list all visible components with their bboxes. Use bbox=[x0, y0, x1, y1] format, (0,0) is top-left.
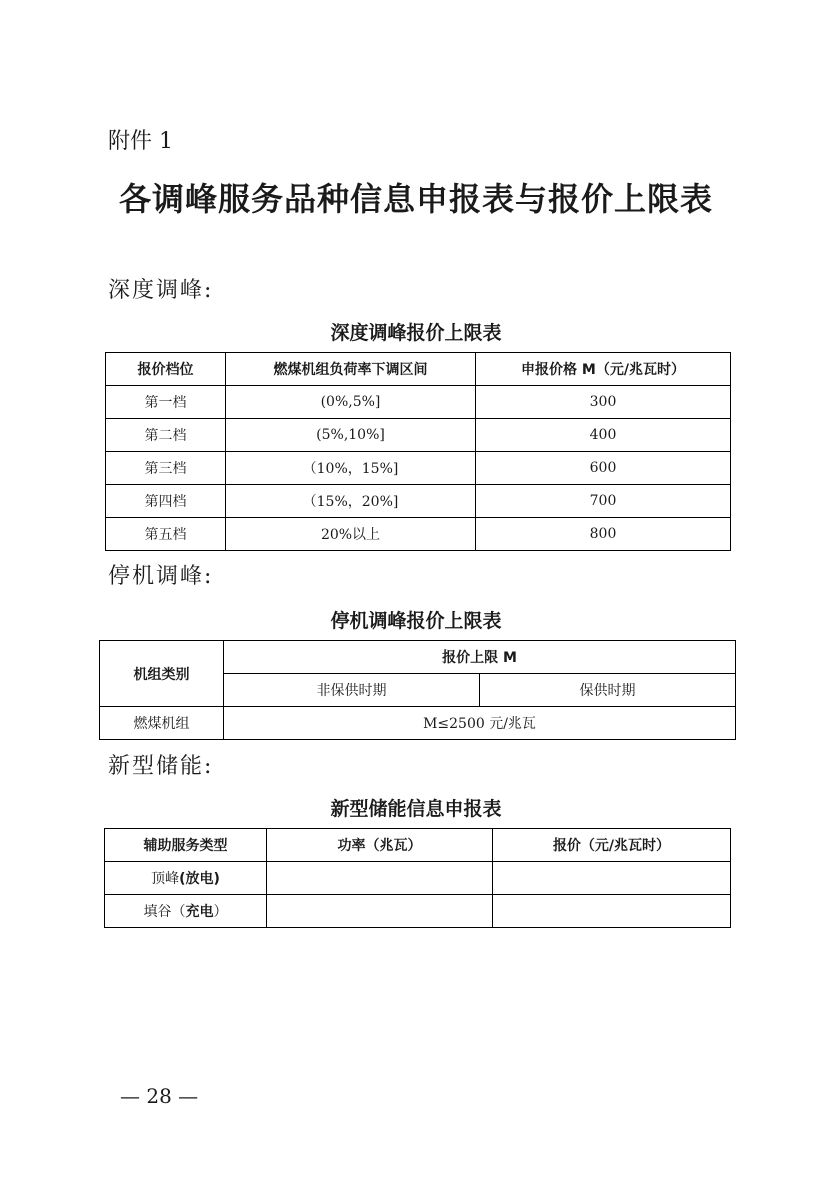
row-label-bold: (放电) bbox=[179, 871, 220, 887]
row-label-suffix: ） bbox=[213, 904, 228, 920]
table-row bbox=[105, 895, 731, 928]
table-cell bbox=[105, 862, 267, 895]
page-title: 各调峰服务品种信息申报表与报价上限表 bbox=[118, 180, 713, 218]
header-cell: 功率（兆瓦） bbox=[267, 829, 493, 862]
table-header-row bbox=[106, 353, 731, 386]
subheader-cell: 非保供时期 bbox=[224, 674, 480, 707]
storage-table bbox=[104, 828, 731, 928]
table-cell: 600 bbox=[476, 452, 731, 485]
shutdown-table bbox=[99, 640, 736, 740]
header-cell: 燃煤机组负荷率下调区间 bbox=[226, 353, 476, 386]
storage-table-title: 新型储能信息申报表 bbox=[330, 798, 502, 820]
section-storage-label: 新型储能: bbox=[108, 754, 214, 779]
subheader-cell: 保供时期 bbox=[480, 674, 736, 707]
table-header-row bbox=[105, 829, 731, 862]
table-cell: 第五档 bbox=[106, 518, 226, 551]
row-label-prefix: 填谷（ bbox=[143, 904, 186, 920]
table-cell: 第四档 bbox=[106, 485, 226, 518]
header-cell-price: 报价上限 M bbox=[224, 641, 736, 674]
table-cell: 燃煤机组 bbox=[100, 707, 224, 740]
table-cell: 800 bbox=[476, 518, 731, 551]
table-row bbox=[106, 485, 731, 518]
header-cell: 报价（元/兆瓦时） bbox=[493, 829, 731, 862]
table-cell: 400 bbox=[476, 419, 731, 452]
table-header-row bbox=[100, 641, 736, 674]
table-cell-empty bbox=[267, 862, 493, 895]
table-cell-empty bbox=[493, 862, 731, 895]
table-cell: （10%，15%] bbox=[226, 452, 476, 485]
table-cell: (0%,5%] bbox=[226, 386, 476, 419]
table-cell-empty bbox=[493, 895, 731, 928]
table-cell: 第二档 bbox=[106, 419, 226, 452]
row-label-prefix: 顶峰 bbox=[151, 871, 180, 887]
table-cell bbox=[105, 895, 267, 928]
table-cell: (5%,10%] bbox=[226, 419, 476, 452]
table-row bbox=[106, 386, 731, 419]
page-number: — 28 — bbox=[120, 1084, 199, 1108]
table-cell: 第一档 bbox=[106, 386, 226, 419]
header-cell: 报价档位 bbox=[106, 353, 226, 386]
section-deep-label: 深度调峰: bbox=[108, 278, 214, 303]
table-row bbox=[106, 518, 731, 551]
table-cell: 700 bbox=[476, 485, 731, 518]
table-row bbox=[106, 419, 731, 452]
table-row bbox=[105, 862, 731, 895]
row-label-bold: 充电 bbox=[185, 904, 214, 920]
table-cell: （15%，20%] bbox=[226, 485, 476, 518]
table-cell: 20%以上 bbox=[226, 518, 476, 551]
table-row bbox=[100, 707, 736, 740]
header-cell: 申报价格 M（元/兆瓦时） bbox=[476, 353, 731, 386]
shutdown-table-title: 停机调峰报价上限表 bbox=[330, 610, 502, 632]
header-cell-unit: 机组类别 bbox=[100, 641, 224, 707]
attachment-label: 附件 1 bbox=[108, 129, 173, 154]
table-cell: M≤2500 元/兆瓦 bbox=[224, 707, 736, 740]
table-cell: 第三档 bbox=[106, 452, 226, 485]
table-cell-empty bbox=[267, 895, 493, 928]
deep-table bbox=[105, 352, 731, 551]
deep-table-title: 深度调峰报价上限表 bbox=[330, 322, 502, 344]
table-row bbox=[106, 452, 731, 485]
table-cell: 300 bbox=[476, 386, 731, 419]
section-shutdown-label: 停机调峰: bbox=[108, 564, 214, 589]
header-cell: 辅助服务类型 bbox=[105, 829, 267, 862]
